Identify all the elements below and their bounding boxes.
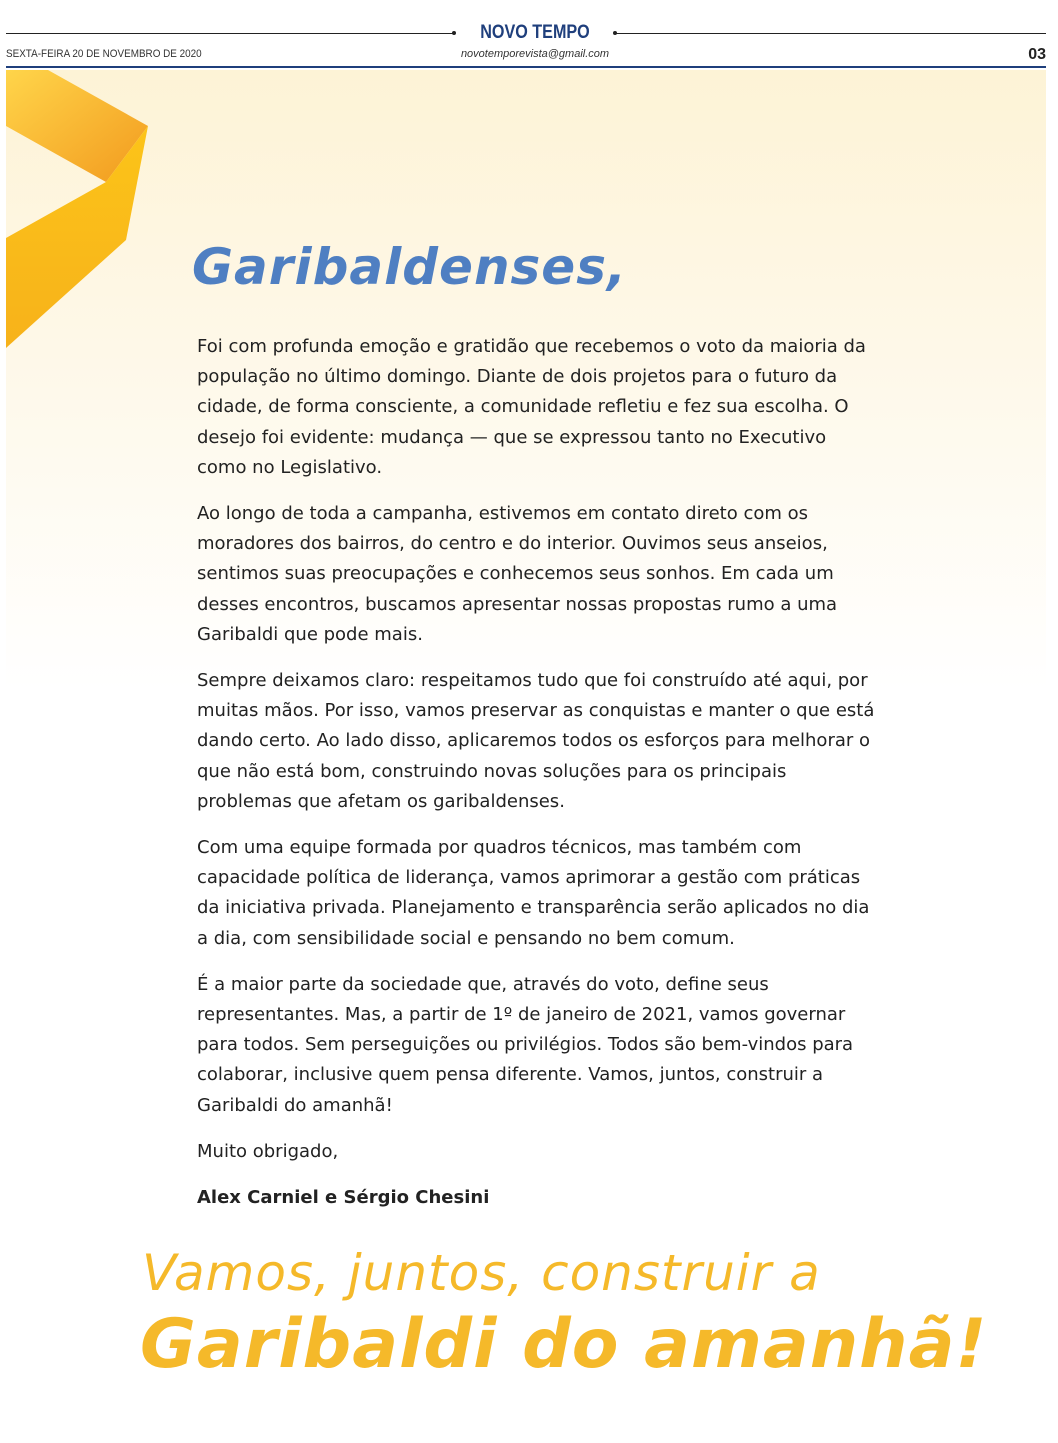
paragraph-3: Sempre deixamos claro: respeitamos tudo que foi construído até aqui, por muitas mãos. Por isso, vamos preservar as conquistas e manter o que está dando certo. Ao lado disso, aplicaremos todos os esforços para melhorar o que não está bom, construindo novas soluções para os principais problemas que afetam os garibaldenses. [197, 670, 875, 812]
slogan-line-1: Vamos, juntos, construir a [142, 1244, 821, 1302]
page-number: 03 [1028, 46, 1046, 63]
header-rule-right [616, 33, 1046, 34]
header-rule-left [6, 33, 454, 34]
slogan-line-2: Garibaldi do amanhã! [140, 1305, 988, 1384]
article-headline: Garibaldenses, [192, 238, 627, 296]
page-header [0, 0, 1058, 70]
paragraph-2: Ao longo de toda a campanha, estivemos em contato direto com os moradores dos bairros, do centro e do interior. Ouvimos seus anseios, sentimos suas preocupações e conhecemos seus sonhos. Em cada um desses encontros, buscamos apresentar nossas propostas rumo a uma Garibaldi que pode mais. [197, 503, 838, 645]
article-body [197, 332, 877, 1229]
header-dot-left [452, 31, 456, 35]
masthead-title: NOVO TEMPO [480, 22, 590, 43]
signature: Alex Carniel e Sérgio Chesini [197, 1187, 490, 1209]
paragraph-5: É a maior parte da sociedade que, através do voto, define seus representantes. Mas, a partir de 1º de janeiro de 2021, vamos governar para todos. Sem perseguições ou privilégios. Todos são bem-vindos para colaborar, inclusive quem pensa diferente. Vamos, juntos, construir a Garibaldi do amanhã! [197, 973, 854, 1116]
issue-date: SEXTA-FEIRA 20 DE NOVEMBRO DE 2020 [6, 48, 202, 60]
contact-email: novotemporevista@gmail.com [460, 48, 610, 60]
ribbon-graphic [6, 70, 156, 360]
closing-line: Muito obrigado, [197, 1140, 339, 1162]
paragraph-1: Foi com profunda emoção e gratidão que recebemos o voto da maioria da população no último domingo. Diante de dois projetos para o futuro da cidade, de forma consciente, a comunidade refletiu e fez sua escolha. O desejo foi evidente: mudança — que se expressou tanto no Executivo como no Legislativo. [197, 336, 866, 478]
header-rule-bottom [6, 66, 1046, 68]
paragraph-4: Com uma equipe formada por quadros técnicos, mas também com capacidade política de liderança, vamos aprimorar a gestão com práticas da iniciativa privada. Planejamento e transparência serão aplicados no dia a dia, com sensibilidade social e pensando no bem comum. [197, 837, 870, 949]
